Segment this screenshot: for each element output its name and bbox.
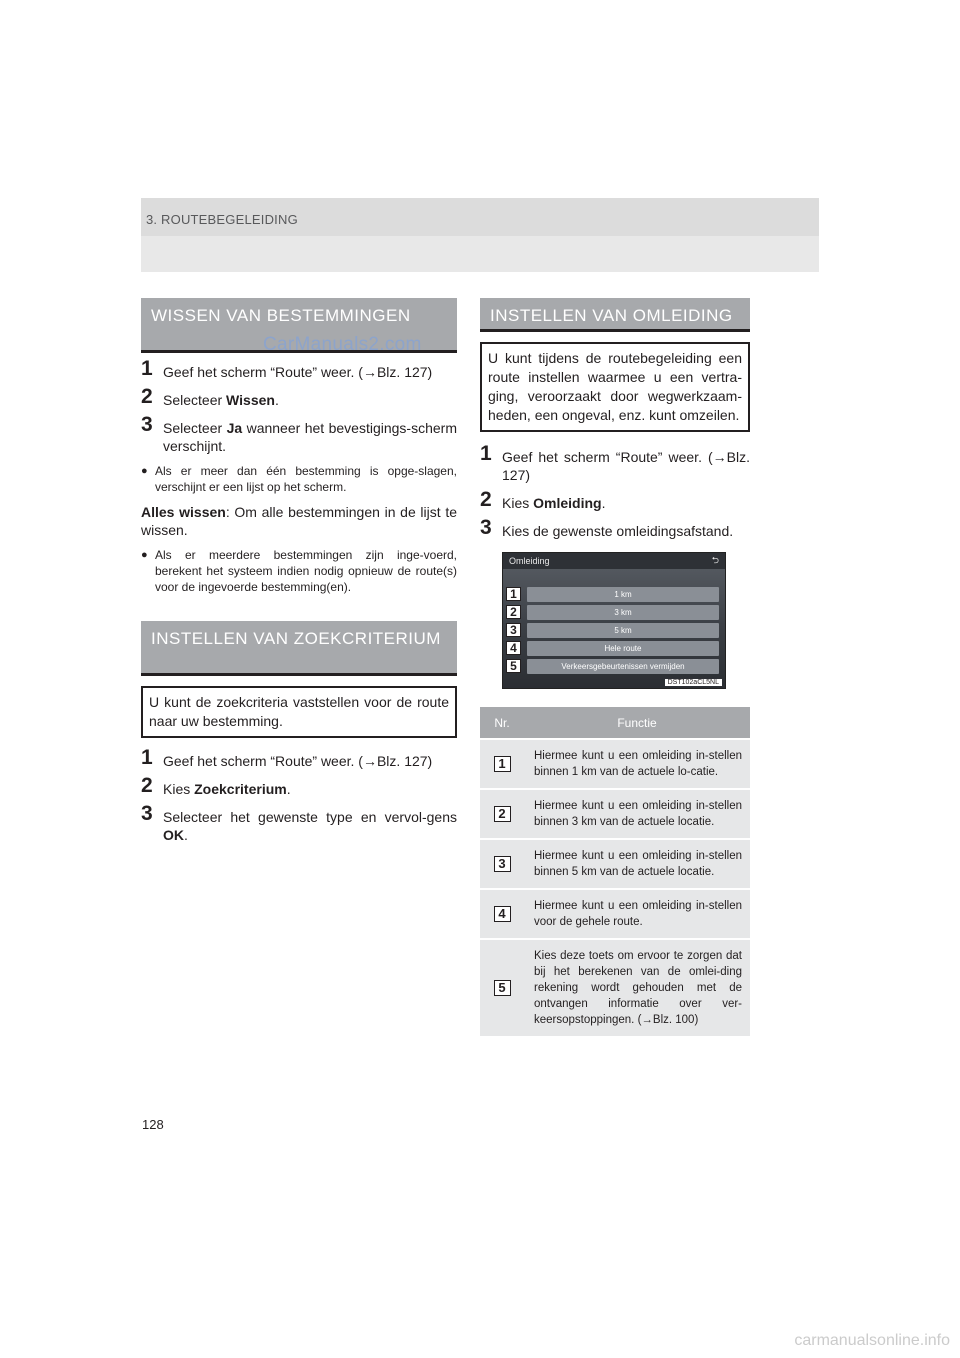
bullet-icon: ● <box>141 549 148 561</box>
col-nr: Nr. <box>480 707 524 739</box>
image-code: DST102aCL5NL <box>665 679 722 686</box>
step-1: 1 Geef het scherm “Route” weer. (→Blz. 127) <box>141 746 433 769</box>
screen-titlebar <box>503 553 725 569</box>
table-row <box>480 739 750 789</box>
intro-box: U kunt tijdens de routebegeleiding een route instellen waarmee u een vertra-ging, veroorzaakt door wegwerkzaam-heden, een ongeval, enz. kunt omzeilen. <box>480 342 750 432</box>
screen-option-hele-route: Hele route <box>527 641 719 656</box>
section-heading-wissen: WISSEN VAN BESTEMMINGEN <box>141 298 457 353</box>
step-number: 1 <box>141 357 153 380</box>
step-text: Selecteer Wissen. <box>163 392 279 408</box>
chapter-label: 3. ROUTEBEGELEIDING <box>146 212 298 227</box>
definition-alles-wissen: Alles wissen: Om alle bestemmingen in de lijst te wissen. <box>141 504 457 538</box>
row-number: 5 <box>494 980 511 996</box>
key-ja: Ja <box>226 420 243 436</box>
row-number: 4 <box>494 906 511 922</box>
step-2: 2 Kies Omleiding. <box>480 488 606 511</box>
screen-option-5km: 5 km <box>527 623 719 638</box>
callout-1: 1 <box>506 587 521 601</box>
step-text: Selecteer Ja wanneer het bevestigings-scherm verschijnt. <box>163 420 457 454</box>
step-2 <box>141 385 457 409</box>
watermark-bottom: carmanualsonline.info <box>794 1332 950 1349</box>
bullet-icon: ● <box>141 465 148 477</box>
key-ok: OK <box>163 827 184 843</box>
callout-4: 4 <box>506 641 521 655</box>
row-number: 3 <box>494 856 511 872</box>
callout-2: 2 <box>506 605 521 619</box>
col-functie: Functie <box>524 707 750 739</box>
step-number: 3 <box>141 413 153 436</box>
row-number: 2 <box>494 806 511 822</box>
section-heading-zoekcriterium: INSTELLEN VAN ZOEKCRITERIUM <box>141 621 457 676</box>
step-number: 3 <box>480 516 492 539</box>
row-text: Hiermee kunt u een omleiding in-stellen binnen 1 km van de actuele lo-catie. <box>524 739 750 789</box>
callout-5: 5 <box>506 659 521 673</box>
page-number: 128 <box>142 1117 164 1132</box>
key-wissen: Wissen <box>226 392 275 408</box>
screen-option-verkeer: Verkeersgebeurtenissen vermijden <box>527 659 719 674</box>
key-omleiding: Omleiding <box>533 495 602 511</box>
section-heading-omleiding: INSTELLEN VAN OMLEIDING <box>480 298 750 332</box>
left-column <box>141 298 457 844</box>
screen-title: Omleiding <box>509 556 550 566</box>
row-text: Hiermee kunt u een omleiding in-stellen voor de gehele route. <box>524 889 750 939</box>
step-number: 2 <box>141 385 153 408</box>
step-number: 3 <box>141 802 153 825</box>
step-number: 1 <box>480 442 492 465</box>
step-1 <box>141 357 457 381</box>
callout-3: 3 <box>506 623 521 637</box>
step-number: 1 <box>141 746 153 769</box>
step-3: 3 Kies de gewenste omleidingsafstand. <box>480 516 734 539</box>
watermark-top: CarManuals2.com <box>263 334 422 355</box>
screen-option-1km: 1 km <box>527 587 719 602</box>
row-text: Hiermee kunt u een omleiding in-stellen binnen 3 km van de actuele locatie. <box>524 789 750 839</box>
function-table <box>480 707 750 1036</box>
step-number: 2 <box>141 774 153 797</box>
omleiding-screenshot <box>502 552 726 689</box>
note-bullet: ● Als er meerdere bestemmingen zijn inge-voerd, berekent het systeem indien nodig opnieuw de route(s) voor de ingevoerde bestemming(en). <box>141 548 457 594</box>
step-1: 1 Geef het scherm “Route” weer. (→Blz. 127) <box>480 442 750 483</box>
step-text: Geef het scherm “Route” weer. (→Blz. 127) <box>163 364 433 380</box>
intro-box: U kunt de zoekcriteria vaststellen voor de route naar uw bestemming. <box>141 686 457 738</box>
step-3: 3 Selecteer het gewenste type en vervol-gens OK. <box>141 802 457 843</box>
note-bullet: ● Als er meer dan één bestemming is opge-slagen, verschijnt er een lijst op het scherm. <box>141 464 457 494</box>
table-row <box>480 939 750 1036</box>
step-number: 2 <box>480 488 492 511</box>
table-row <box>480 789 750 839</box>
row-number: 1 <box>494 756 511 772</box>
step-2: 2 Kies Zoekcriterium. <box>141 774 291 797</box>
back-icon: ⮌ <box>711 555 719 565</box>
screen-option-3km: 3 km <box>527 605 719 620</box>
table-row <box>480 889 750 939</box>
key-zoekcriterium: Zoekcriterium <box>194 781 287 797</box>
right-column <box>480 298 750 1036</box>
step-3 <box>141 413 457 455</box>
table-row <box>480 839 750 889</box>
row-text: Kies deze toets om ervoor te zorgen dat bij het berekenen van de omlei-ding rekening wordt gehouden met de ontvangen informatie over ver-keersopstoppingen. (→Blz. 100) <box>524 939 750 1036</box>
row-text: Hiermee kunt u een omleiding in-stellen binnen 5 km van de actuele locatie. <box>524 839 750 889</box>
